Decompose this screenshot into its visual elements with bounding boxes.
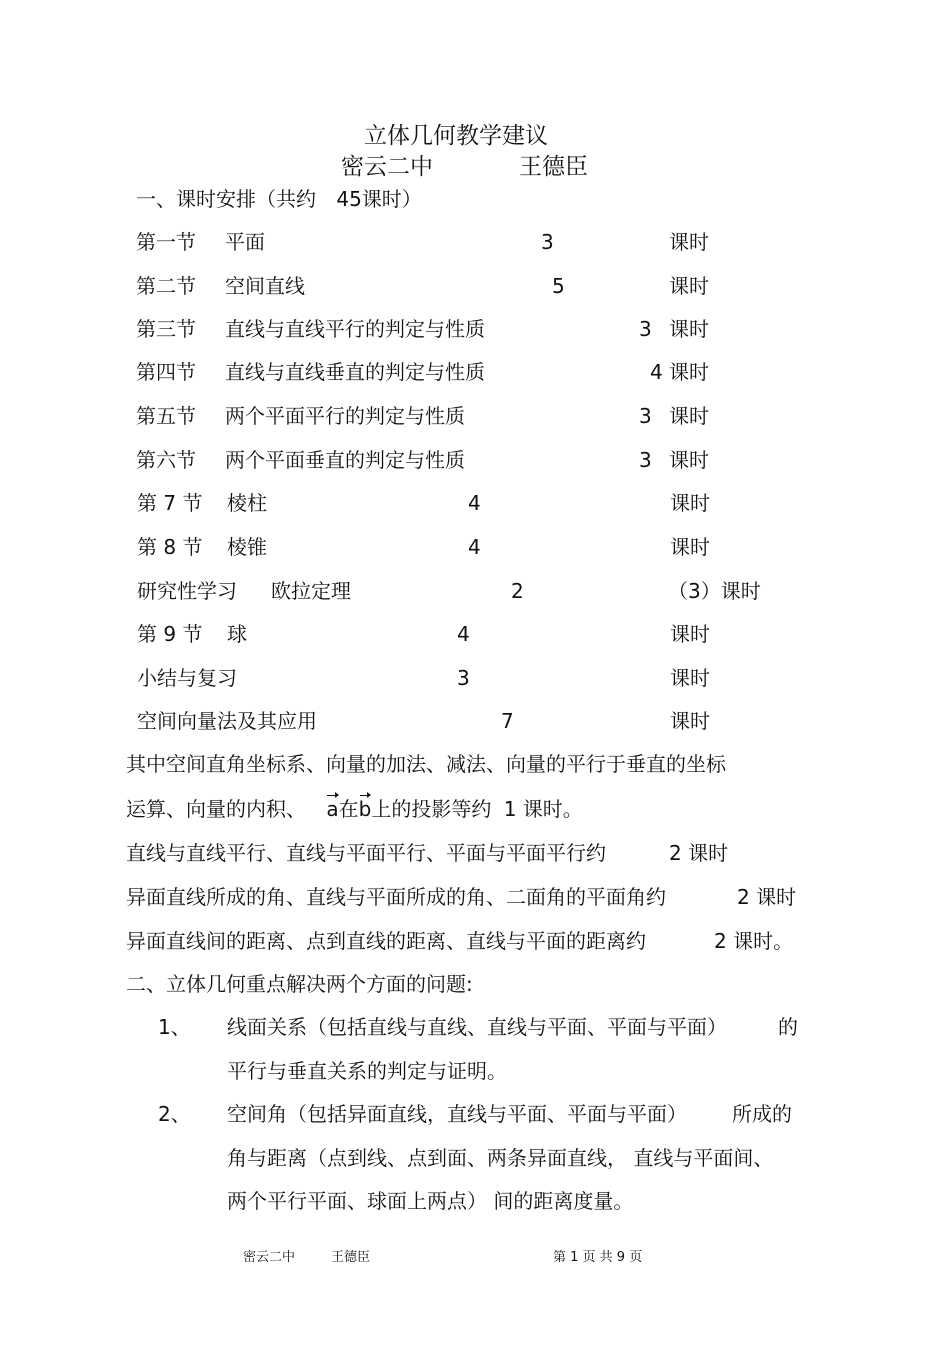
row-3-hours: 3 [639,317,652,341]
row-9-sec: 研究性学习 [137,579,237,603]
note-line-2-in: 在 [338,797,359,821]
row-5-unit: 课时 [669,404,709,428]
row-6-sec: 第六节 [136,448,196,472]
row-9-unit: （3）课时 [668,579,761,603]
section1-total: 45 [336,187,362,211]
row-12-sec: 空间向量法及其应用 [137,709,317,733]
row-8-hours: 4 [468,535,481,559]
note-line-2-text: 运算、向量的内积、 [126,797,306,821]
note-line-5: 异面直线间的距离、点到直线的距离、直线与平面的距离约 [126,929,646,953]
section1-heading-text: 一、课时安排（共约 [136,187,316,211]
row-2-hours: 5 [552,274,565,298]
row-6-topic: 两个平面垂直的判定与性质 [225,448,465,472]
item-2-number: 2、 [158,1102,191,1126]
author-school: 密云二中 [341,154,433,180]
row-8-unit: 课时 [670,535,710,559]
section2-heading: 二、立体几何重点解决两个方面的问题: [126,972,473,996]
row-3-topic: 直线与直线平行的判定与性质 [225,317,485,341]
item-1-number: 1、 [158,1015,191,1039]
row-6-hours: 3 [639,448,652,472]
row-6-unit: 课时 [669,448,709,472]
item-2-line-2: 角与距离（点到线、点到面、两条异面直线， 直线与平面间、 [227,1146,774,1170]
row-10-topic: 球 [227,622,247,646]
row-1-unit: 课时 [669,230,709,254]
row-5-topic: 两个平面平行的判定与性质 [225,404,465,428]
author-name: 王德臣 [519,154,588,180]
row-11-hours: 3 [457,666,470,690]
row-1-topic: 平面 [225,230,265,254]
note-line-4: 异面直线所成的角、直线与平面所成的角、二面角的平面角约 [126,885,666,909]
row-1-hours: 3 [541,230,554,254]
row-8-sec: 第 8 节 [137,535,203,559]
row-4-topic: 直线与直线垂直的判定与性质 [225,360,485,384]
item-2-line-3: 两个平行平面、球面上两点） 间的距离度量。 [227,1189,634,1213]
item-1-line-2: 平行与垂直关系的判定与证明。 [227,1059,507,1083]
row-1-sec: 第一节 [136,230,196,254]
note-line-3: 直线与直线平行、直线与平面平行、平面与平面平行约 [126,841,606,865]
note-line-5-hours: 2 课时。 [714,929,794,953]
item-2-line-1: 空间角（包括异面直线，直线与平面、平面与平面） [227,1102,687,1126]
row-5-sec: 第五节 [136,404,196,428]
note-line-2-projection: 上的投影等约 [371,797,492,821]
row-9-topic: 欧拉定理 [271,579,351,603]
section1-unit: 课时） [361,187,422,211]
footer-school: 密云二中 [243,1250,296,1265]
row-3-sec: 第三节 [136,317,196,341]
note-line-1: 其中空间直角坐标系、向量的加法、减法、向量的平行于垂直的坐标 [126,752,726,776]
row-2-unit: 课时 [669,274,709,298]
row-7-hours: 4 [468,491,481,515]
section1-heading [136,187,422,211]
row-7-sec: 第 7 节 [137,491,203,515]
vector-a: a [326,797,339,821]
row-11-unit: 课时 [670,666,710,690]
footer-page-number: 第 1 页 共 9 页 [553,1250,643,1265]
item-1-line-1: 线面关系（包括直线与直线、直线与平面、平面与平面） [227,1015,727,1039]
row-10-sec: 第 9 节 [137,622,203,646]
row-12-unit: 课时 [670,709,710,733]
row-4-sec: 第四节 [136,360,196,384]
vector-b: b [358,797,372,821]
page-title: 立体几何教学建议 [364,123,548,149]
item-1-tail: 的 [778,1015,798,1039]
note-line-3-hours: 2 课时 [669,841,729,865]
note-line-2 [126,797,583,821]
row-10-unit: 课时 [670,622,710,646]
row-9-hours: 2 [511,579,524,603]
row-3-unit: 课时 [669,317,709,341]
row-12-hours: 7 [501,709,514,733]
row-8-topic: 棱锥 [227,535,267,559]
footer-author: 王德臣 [331,1250,371,1265]
row-10-hours: 4 [457,622,470,646]
row-7-unit: 课时 [670,491,710,515]
row-5-hours: 3 [639,404,652,428]
row-7-topic: 棱柱 [227,491,267,515]
item-2-tail: 所成的 [732,1102,792,1126]
note-line-2-hours: 1 课时。 [503,797,583,821]
row-4-unit: 课时 [669,360,709,384]
row-2-sec: 第二节 [136,274,196,298]
note-line-4-hours: 2 课时 [737,885,797,909]
row-2-topic: 空间直线 [225,274,305,298]
row-4-hours: 4 [650,360,663,384]
row-11-sec: 小结与复习 [137,666,237,690]
